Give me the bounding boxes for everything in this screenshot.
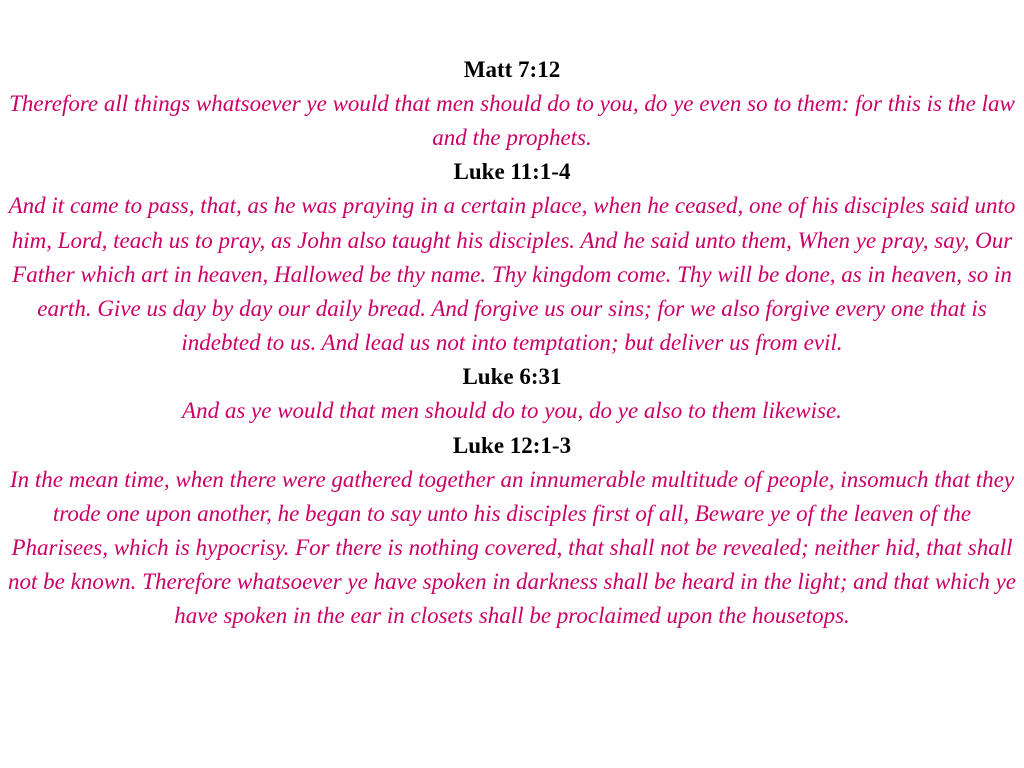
passage-reference: Matt 7:12 bbox=[463, 57, 561, 82]
passage-text: And it came to pass, that, as he was praying in a certain place, when he ceased, one of his disciples said unto him, Lord, teach us to pray, as John also taught his disciples. And he said unto them, When ye pray, say, Our Father which art in heaven, Hallowed be thy name. Thy kingdom come. Thy will be done, as in heaven, so in earth. Give us day by day our daily bread. And forgive us our sins; for we also forgive every one that is indebted to us. And lead us not into temptation; but deliver us from evil. bbox=[8, 193, 1016, 356]
passage-luke-11-1-4 bbox=[8, 155, 1016, 360]
passage-text: Therefore all things whatsoever ye would that men should do to you, do ye even so to them: for this is the law and the prophets. bbox=[9, 91, 1015, 151]
passage-luke-6-31 bbox=[8, 360, 1016, 428]
passage-reference: Luke 11:1-4 bbox=[453, 159, 571, 185]
passage-reference: Luke 12:1-3 bbox=[452, 432, 572, 458]
passage-reference: Luke 6:31 bbox=[462, 364, 562, 390]
passage-text: In the mean time, when there were gathered together an innumerable multitude of people, insomuch that they trode one upon another, he began to say unto his disciples first of all, Beware ye of the leaven of the Pharisees, which is hypocrisy. For there is nothing covered, that shall not be revealed; neither hid, that shall not be known. Therefore whatsoever ye have spoken in darkness shall be heard in the light; and that which ye have spoken in the ear in closets shall be proclaimed upon the housetops. bbox=[8, 466, 1016, 629]
passage-matt-7-12 bbox=[8, 53, 1016, 155]
passage-text: And as ye would that men should do to you, do ye also to them likewise. bbox=[182, 398, 842, 424]
passage-luke-12-1-3 bbox=[8, 429, 1016, 634]
